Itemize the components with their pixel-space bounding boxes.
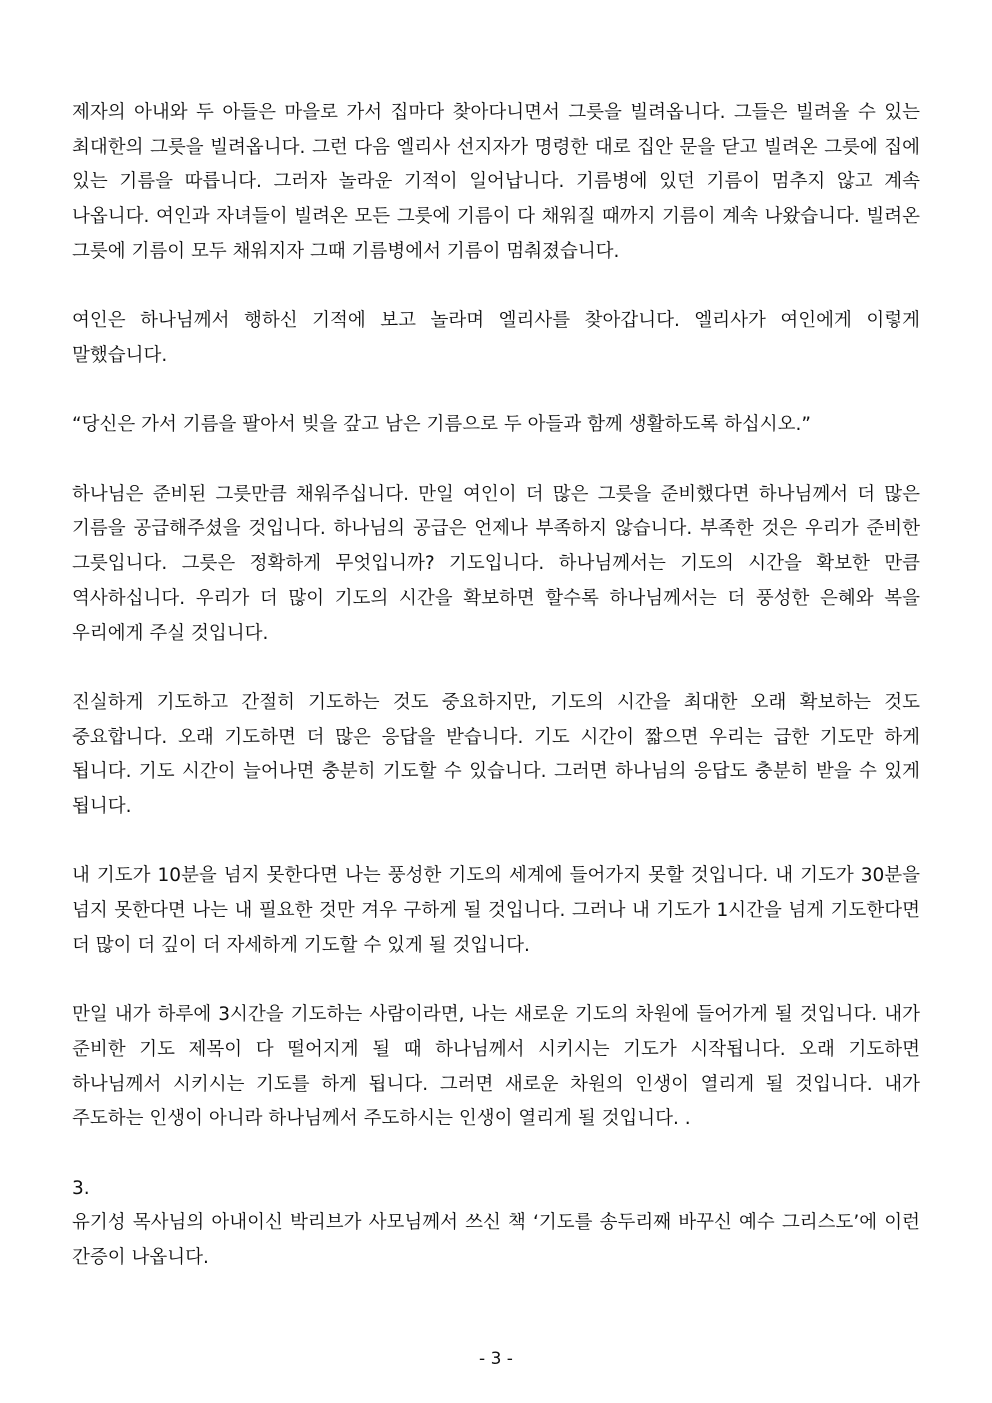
paragraph-prepared-vessels: 하나님은 준비된 그릇만큼 채워주십니다. 만일 여인이 더 많은 그릇을 준비했다면 하나님께서 더 많은 기름을 공급해주셨을 것입니다. 하나님의 공급은 언제나 부족하지 않습니다. 부족한 것은 우리가 준비한 그릇입니다. 그릇은 정확하게 무엇입니까? 기도입니다. 하나님께서는 기도의 시간을 확보한 만큼 역사하십니다. 우리가 더 많이 기도의 시간을 확보하면 할수록 하나님께서는 더 풍성한 은혜와 복을 우리에게 주실 것입니다.: [72, 483, 920, 644]
paragraph-spacer: [72, 443, 920, 478]
paragraph-three-hours: 만일 내가 하루에 3시간을 기도하는 사람이라면, 나는 새로운 기도의 차원에 들어가게 될 것입니다. 내가 준비한 기도 제목이 다 떨어지게 될 때 하나님께서 시키시는 기도가 시작됩니다. 오래 기도하면 하나님께서 시키시는 기도를 하게 됩니다. 그러면 새로운 차원의 인생이 열리게 될 것입니다. 내가 주도하는 인생이 아니라 하나님께서 주도하시는 인생이 열리게 될 것입니다. .: [72, 1004, 920, 1130]
paragraph-spacer: [72, 1137, 920, 1172]
paragraph-woman-visits-elisha: 여인은 하나님께서 행하신 기적에 보고 놀라며 엘리사를 찾아갑니다. 엘리사가 여인에게 이렇게 말했습니다.: [72, 310, 920, 366]
paragraph-book-testimony: 유기성 목사님의 아내이신 박리브가 사모님께서 쓰신 책 ‘기도를 송두리째 바꾸신 예수 그리스도’에 이런 간증이 나옵니다.: [72, 1212, 920, 1269]
paragraph-spacer: [72, 651, 920, 686]
paragraph-spacer: [72, 825, 920, 860]
page-body: [72, 96, 920, 1276]
section-number: 3.: [72, 1177, 90, 1199]
paragraph-prayer-duration: 내 기도가 10분을 넘지 못한다면 나는 풍성한 기도의 세계에 들어가지 못할 것입니다. 내 기도가 30분을 넘지 못한다면 나는 내 필요한 것만 겨우 구하게 될 것입니다. 그러나 내 기도가 1시간을 넘게 기도한다면 더 많이 더 깊이 더 자세하게 기도할 수 있게 될 것입니다.: [72, 865, 920, 956]
page-number: - 3 -: [479, 1349, 513, 1369]
paragraph-spacer: [72, 374, 920, 409]
paragraph-prayer-time: 진실하게 기도하고 간절히 기도하는 것도 중요하지만, 기도의 시간을 최대한 오래 확보하는 것도 중요합니다. 오래 기도하면 더 많은 응답을 받습니다. 기도 시간이 짧으면 우리는 급한 기도만 하게 됩니다. 기도 시간이 늘어나면 충분히 기도할 수 있습니다. 그러면 하나님의 응답도 충분히 받을 수 있게 됩니다.: [72, 691, 920, 817]
paragraph-spacer: [72, 964, 920, 999]
paragraph-spacer: [72, 270, 920, 305]
paragraph-borrowed-vessels: 제자의 아내와 두 아들은 마을로 가서 집마다 찾아다니면서 그릇을 빌려옵니다. 그들은 빌려올 수 있는 최대한의 그릇을 빌려옵니다. 그런 다음 엘리사 선지자가 명령한 대로 집안 문을 닫고 빌려온 그릇에 집에 있는 기름을 따릅니다. 그러자 놀라운 기적이 일어납니다. 기름병에 있던 기름이 멈추지 않고 계속 나옵니다. 여인과 자녀들이 빌려온 모든 그릇에 기름이 다 채워질 때까지 기름이 계속 나왔습니다. 빌려온 그릇에 기름이 모두 채워지자 그때 기름병에서 기름이 멈춰졌습니다.: [72, 102, 920, 262]
paragraph-elisha-quote: “당신은 가서 기름을 팔아서 빚을 갚고 남은 기름으로 두 아들과 함께 생활하도록 하십시오.”: [72, 414, 811, 436]
